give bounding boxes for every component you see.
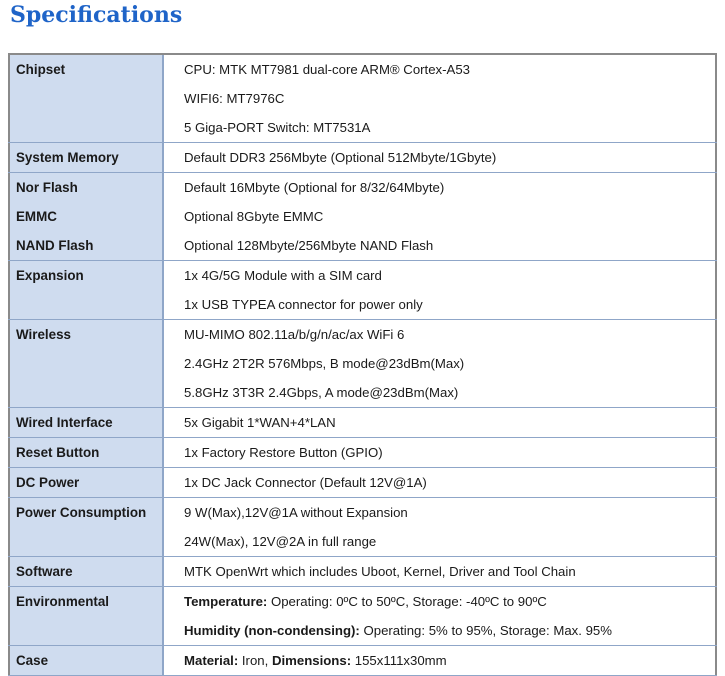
spec-value-cell [164, 55, 717, 142]
spec-label: Software [16, 564, 73, 579]
spec-label-cell [8, 55, 164, 142]
spec-row [8, 438, 717, 468]
spec-value: 9 W(Max),12V@1A without Expansion [184, 505, 408, 520]
spec-value: CPU: MTK MT7981 dual-core ARM® Cortex-A53 [184, 62, 471, 77]
spec-value: 24W(Max), 12V@2A in full range [184, 534, 377, 549]
spec-label: DC Power [16, 475, 80, 490]
spec-value: MTK OpenWrt which includes Uboot, Kernel, Driver and Tool Chain [184, 564, 576, 579]
spec-label: Wireless [16, 327, 71, 342]
page-title: Specifications [10, 2, 183, 28]
spec-label: Power Consumption [16, 505, 147, 520]
spec-value: Optional 128Mbyte/256Mbyte NAND Flash [184, 238, 434, 253]
spec-value-text: Operating: 5% to 95%, Storage: Max. 95% [359, 623, 612, 638]
spec-value-cell [164, 498, 717, 556]
spec-value-key: Temperature: [184, 594, 268, 609]
spec-label-cell [8, 498, 164, 556]
spec-value: 5 Giga-PORT Switch: MT7531A [184, 120, 371, 135]
spec-label-cell [8, 143, 164, 172]
spec-row [8, 261, 717, 320]
spec-value-cell [164, 261, 717, 319]
spec-value: 1x USB TYPEA connector for power only [184, 297, 423, 312]
spec-row [8, 468, 717, 498]
spec-value: 1x DC Jack Connector (Default 12V@1A) [184, 475, 427, 490]
spec-label: Expansion [16, 268, 84, 283]
spec-value-cell [164, 320, 717, 407]
spec-value-cell [164, 557, 717, 586]
spec-value-text: Iron, [238, 653, 272, 668]
spec-value-key: Humidity (non-condensing): [184, 623, 360, 638]
spec-value: WIFI6: MT7976C [184, 91, 285, 106]
spec-value-cell [164, 438, 717, 467]
specifications-table [8, 53, 717, 676]
spec-value-key: Dimensions: [271, 653, 352, 668]
spec-value-text: 155x111x30mm [351, 653, 447, 668]
spec-value: 1x Factory Restore Button (GPIO) [184, 445, 383, 460]
spec-label: EMMC [16, 209, 57, 224]
spec-label: NAND Flash [16, 238, 94, 253]
spec-value [184, 587, 715, 616]
spec-label: System Memory [16, 150, 119, 165]
spec-row [8, 587, 717, 646]
spec-row [8, 646, 717, 676]
spec-value [184, 646, 715, 675]
spec-value-cell [164, 173, 717, 260]
spec-value: Optional 8Gbyte EMMC [184, 209, 324, 224]
spec-row [8, 557, 717, 587]
spec-value-cell [164, 646, 717, 675]
spec-label: Wired Interface [16, 415, 113, 430]
spec-label-cell [8, 320, 164, 407]
spec-label: Environmental [16, 594, 110, 609]
spec-value-cell [164, 587, 717, 645]
spec-label-cell [8, 261, 164, 319]
spec-row [8, 320, 717, 408]
spec-label-cell [8, 408, 164, 437]
spec-value-cell [164, 143, 717, 172]
spec-label-cell [8, 587, 164, 645]
spec-value: 1x 4G/5G Module with a SIM card [184, 268, 382, 283]
spec-value: Default DDR3 256Mbyte (Optional 512Mbyte/1Gbyte) [184, 150, 497, 165]
spec-value-cell [164, 408, 717, 437]
spec-row [8, 143, 717, 173]
spec-label: Chipset [16, 62, 66, 77]
spec-row [8, 498, 717, 557]
spec-row [8, 55, 717, 143]
spec-value-cell [164, 468, 717, 497]
spec-label-cell [8, 557, 164, 586]
spec-label-cell [8, 173, 164, 260]
spec-value: Default 16Mbyte (Optional for 8/32/64Mbyte) [184, 180, 445, 195]
spec-row [8, 408, 717, 438]
spec-value-key: Material: [184, 653, 239, 668]
spec-value: 5x Gigabit 1*WAN+4*LAN [184, 415, 336, 430]
spec-value: 5.8GHz 3T3R 2.4Gbps, A mode@23dBm(Max) [184, 385, 459, 400]
spec-label-cell [8, 646, 164, 675]
spec-label-cell [8, 468, 164, 497]
spec-value-text: Operating: 0ºC to 50ºC, Storage: -40ºC to 90ºC [267, 594, 547, 609]
spec-label: Nor Flash [16, 180, 78, 195]
spec-label-cell [8, 438, 164, 467]
spec-value [184, 616, 715, 645]
spec-row [8, 173, 717, 261]
spec-label: Reset Button [16, 445, 100, 460]
spec-label: Case [16, 653, 49, 668]
spec-value: 2.4GHz 2T2R 576Mbps, B mode@23dBm(Max) [184, 356, 465, 371]
spec-value: MU-MIMO 802.11a/b/g/n/ac/ax WiFi 6 [184, 327, 405, 342]
